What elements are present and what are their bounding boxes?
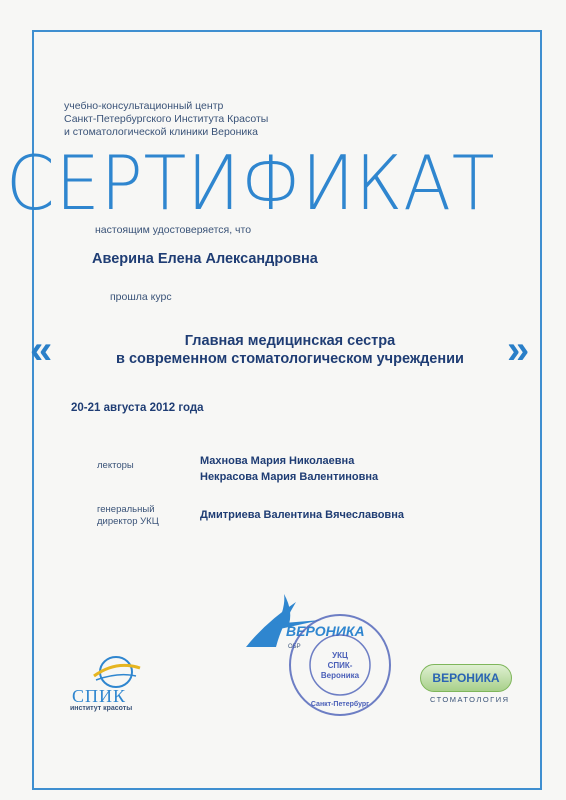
certificate-title: СЕРТИФИКАТ xyxy=(6,139,496,227)
issuer-line-1: учебно-консультационный центр xyxy=(64,100,224,112)
lecturer-name-1: Махнова Мария Николаевна xyxy=(200,455,355,467)
veronica-right-text: ВЕРОНИКА xyxy=(432,671,500,685)
lecturers-label: лекторы xyxy=(97,460,134,471)
course-line-1: Главная медицинская сестра xyxy=(184,333,396,349)
open-quote: « xyxy=(30,328,53,372)
veronica-right-subtitle: СТОМАТОЛОГИЯ xyxy=(430,695,510,704)
round-stamp-icon xyxy=(285,610,395,720)
course-title xyxy=(70,332,510,368)
issuer-line-2: Санкт-Петербургского Института Красоты xyxy=(64,113,269,125)
stamp-bottom-text: Санкт-Петербург xyxy=(310,701,370,708)
issuer-block xyxy=(64,100,268,139)
veronica-top-text: ВЕРОНИКА xyxy=(286,623,365,639)
course-line-2: в современном стоматологическом учреждении xyxy=(116,351,464,367)
spik-logo-subtitle: институт красоты xyxy=(70,705,133,712)
director-label-1: генеральный xyxy=(97,504,155,515)
course-label: прошла курс xyxy=(110,291,172,303)
stamp-center-1: УКЦ xyxy=(332,651,348,660)
veronica-dental-logo xyxy=(420,664,512,692)
stamp-center-3: Вероника xyxy=(320,671,360,680)
director-name: Дмитриева Валентина Вячеславовна xyxy=(200,509,404,521)
issuer-line-3: и стоматологической клиники Вероника xyxy=(64,126,258,138)
lecturer-name-2: Некрасова Мария Валентиновна xyxy=(200,471,379,483)
course-dates: 20-21 августа 2012 года xyxy=(71,402,204,414)
veronica-top-subtext: ОБР xyxy=(288,644,301,650)
director-label-2: директор УКЦ xyxy=(97,516,159,527)
spik-logo-text: СПИК xyxy=(72,686,127,706)
certifies-text: настоящим удостоверяется, что xyxy=(95,224,252,236)
recipient-name: Аверина Елена Александровна xyxy=(92,251,318,267)
stamp-center-2: СПИК- xyxy=(327,661,353,670)
close-quote: » xyxy=(507,328,530,372)
